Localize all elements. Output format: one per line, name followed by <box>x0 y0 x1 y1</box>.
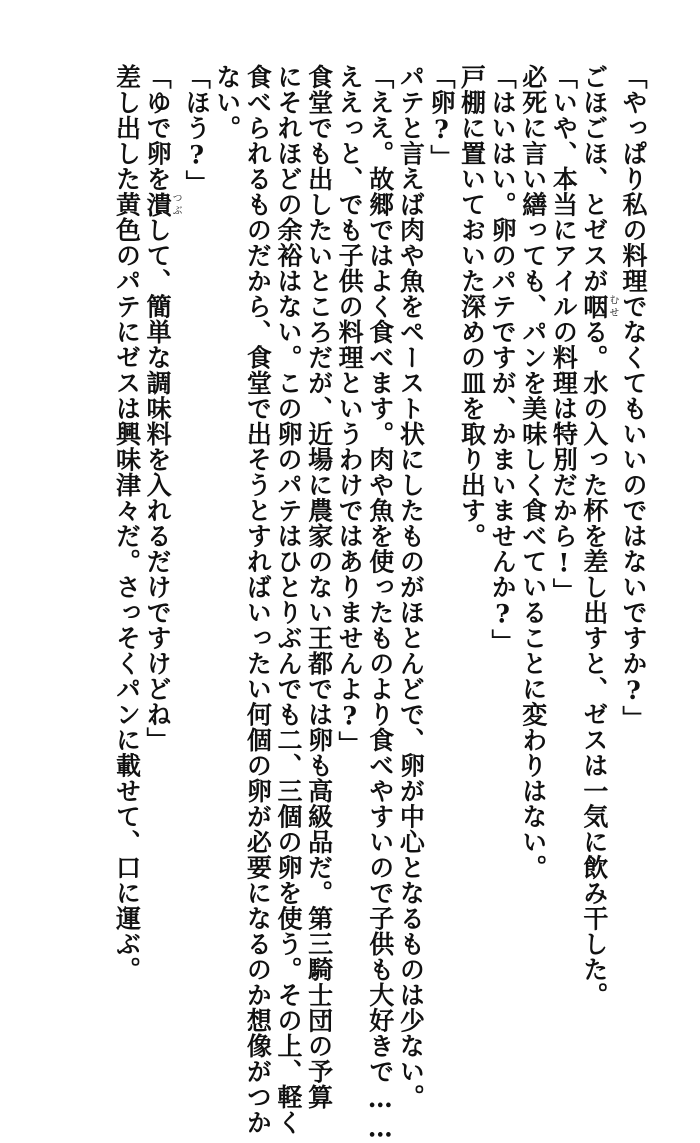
text-segment: 「ゆで卵を <box>143 64 173 192</box>
ruby-reading: むせ <box>606 293 618 319</box>
text-line-1: 「やっぱり私の料理でなくてもいいのではないですか?」 <box>619 64 648 731</box>
ruby-word-musu <box>579 293 618 320</box>
text-line-3: 「いや、本当にアイルの料理は特別だから!」 <box>549 64 579 604</box>
text-line-8: パテと言えば肉や魚をペースト状にしたものがほとんどで、卵が中心となるものは少ない。 <box>396 64 426 1110</box>
vertical-text-body <box>111 64 648 1143</box>
text-line-5: 「はいはい。卵のパテですが、かまいませんか?」 <box>488 64 518 655</box>
text-line-6: 戸棚に置いておいた深めの皿を取り出す。 <box>457 64 487 549</box>
text-line-14: ない。 <box>212 64 242 141</box>
ruby-base: 咽 <box>579 293 609 319</box>
ruby-base: 潰 <box>143 191 173 217</box>
text-line-10: ええっと、でも子供の料理というわけではありませんよ?」 <box>335 64 365 757</box>
text-segment: る。水の入った杯を差し出すと、ゼスは一気に飲み干した。 <box>579 319 609 1008</box>
text-segment: して、簡単な調味料を入れるだけですけどね」 <box>143 217 173 753</box>
text-line-7: 「卵?」 <box>426 64 456 170</box>
ruby-reading: つぶ <box>170 191 182 217</box>
text-segment: ごほごほ、とゼスが <box>579 64 609 294</box>
text-line-16 <box>142 64 181 964</box>
text-line-13: 食べられるものだから、食堂で出そうとすればいったい何個の卵が必要になるのか想像がつか <box>243 64 273 1135</box>
text-line-9: 「ええ。故郷ではよく食べます。肉や魚を使ったものより食べやすいので子供も大好きで…… <box>365 64 395 1143</box>
text-line-4: 必死に言い繕っても、パンを美味しく食べていることに変わりはない。 <box>518 64 548 880</box>
text-line-11: 食堂でも出したいところだが、近場に農家のない王都では卵も高級品だ。第三騎士団の予算 <box>304 64 334 1110</box>
text-line-2 <box>578 64 618 1008</box>
text-line-12: にそれほどの余裕はない。この卵のパテはひとりぶんでも二、三個の卵を使う。その上、軽く <box>273 64 303 1135</box>
ruby-word-tsubu <box>143 191 182 218</box>
text-line-17: 差し出した黄色のパテにゼスは興味津々だ。さっそくパンに載せて、口に運ぶ。 <box>112 64 142 982</box>
text-line-15: 「ほう?」 <box>182 64 212 196</box>
